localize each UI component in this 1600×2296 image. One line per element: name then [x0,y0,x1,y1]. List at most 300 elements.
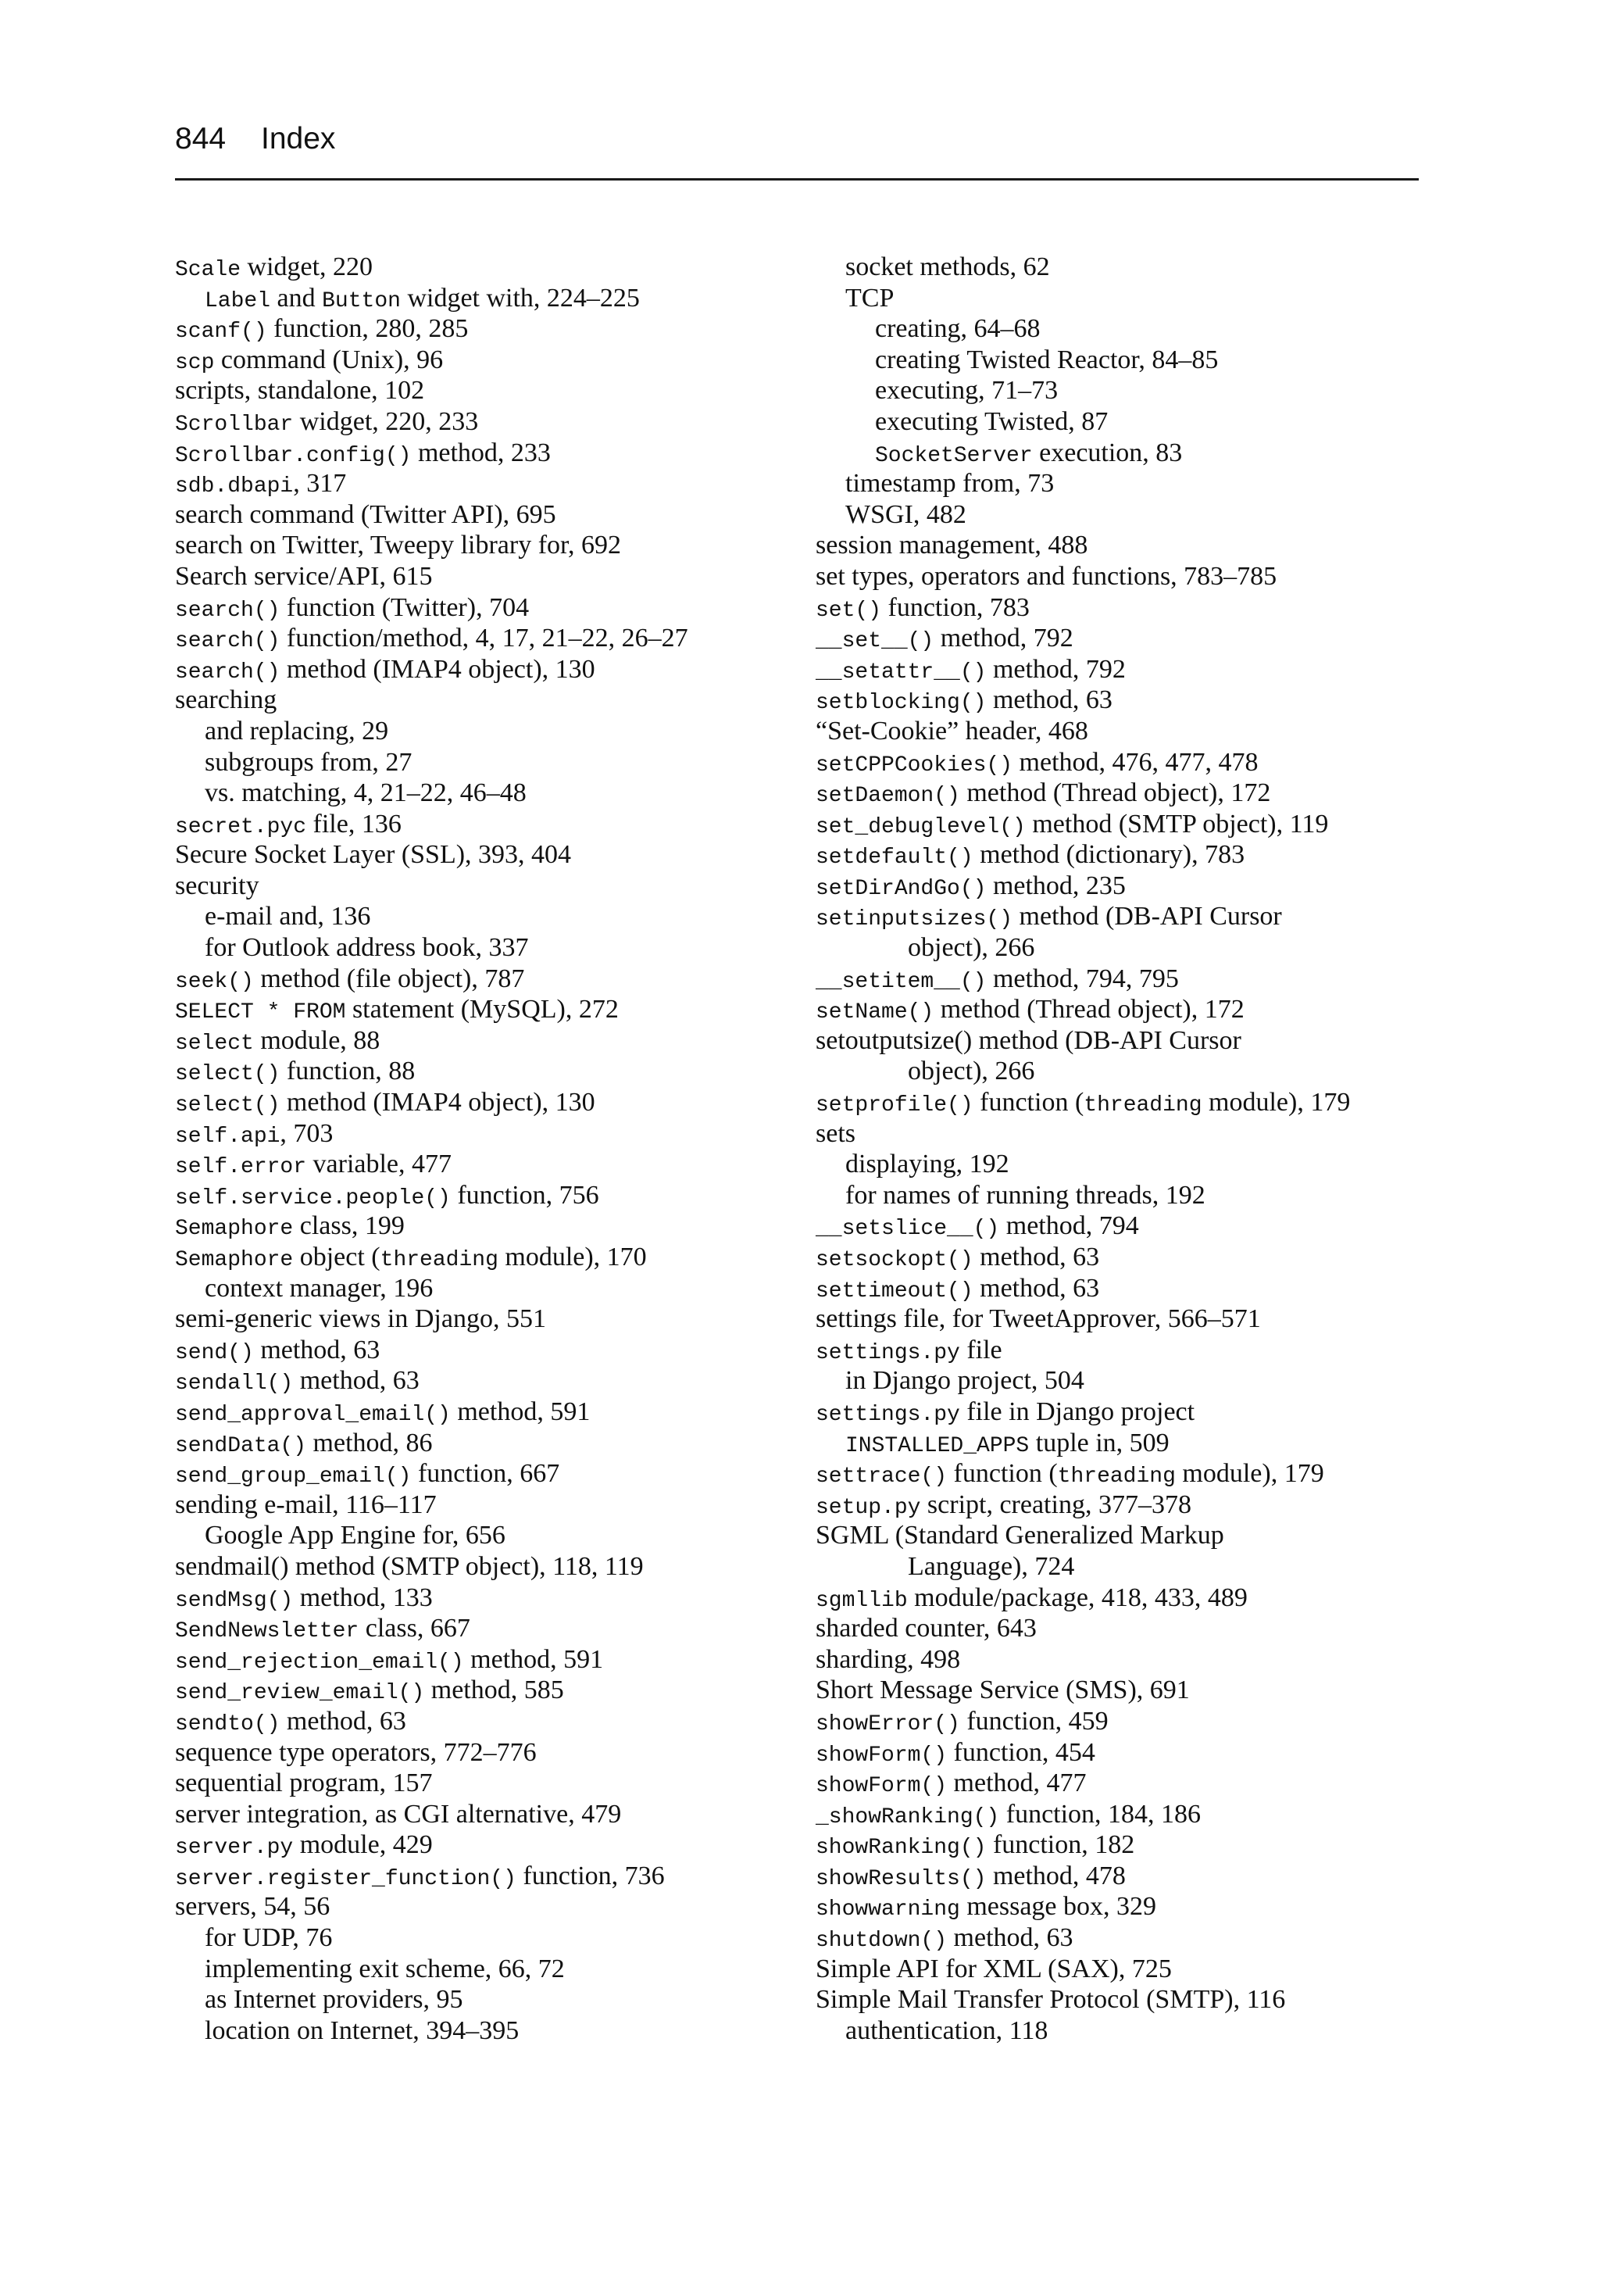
entry-text: function ( [973,1088,1084,1118]
index-entry [816,1861,1456,1892]
index-subentry [175,1922,816,1954]
entry-text: method (IMAP4 object), 130 [280,654,595,684]
index-entry [816,964,1456,995]
entry-text: widget, 220 [241,252,373,281]
entry-text: for UDP, 76 [205,1923,333,1953]
entry-text: method, 585 [424,1676,564,1705]
entry-text: setoutputsize() method (DB-API Cursor [816,1025,1241,1055]
entry-text: Google App Engine for, 656 [205,1521,505,1550]
code-term: search() [175,598,280,623]
index-entry [816,1583,1456,1614]
index-entry [175,994,816,1025]
entry-text: method, 86 [306,1428,433,1457]
code-term: seek() [175,969,254,994]
entry-text: , 317 [293,469,347,499]
entry-text: as Internet providers, 95 [205,1985,463,2015]
entry-text: implementing exit scheme, 66, 72 [205,1954,565,1983]
entry-text: tuple in, 509 [1029,1428,1170,1457]
code-term: scp [175,350,215,375]
index-entry [175,1025,816,1057]
code-term: send_approval_email() [175,1402,451,1427]
code-term: SocketServer [875,443,1033,468]
index-entry [175,530,816,561]
entry-text: server integration, as CGI alternative, 479 [175,1799,622,1829]
entry-text: function ( [947,1459,1058,1489]
code-term: showResults() [816,1866,987,1891]
index-entry [175,438,816,469]
code-term: send_rejection_email() [175,1650,464,1675]
index-entry [816,685,1456,716]
index-subentry [175,901,816,932]
code-term: __setattr__() [816,660,987,685]
index-subentry [816,406,1456,438]
entry-text: Simple API for XML (SAX), 725 [816,1954,1172,1983]
index-entry [816,1242,1456,1273]
index-subentry [175,1954,816,1985]
code-term: shutdown() [816,1929,948,1954]
entry-text: command (Unix), 96 [214,345,444,374]
index-subentry [816,252,1456,283]
entry-text: method (IMAP4 object), 130 [280,1088,595,1118]
entry-text: method, 235 [986,871,1126,900]
index-entry [816,1087,1456,1118]
page-title: Index [261,122,336,156]
entry-text: module), 170 [498,1243,647,1271]
index-entry [816,654,1456,685]
entry-text: e-mail and, 136 [205,902,371,932]
entry-text: function, 736 [516,1861,665,1890]
index-subentry [816,1428,1456,1459]
entry-text: creating Twisted Reactor, 84–85 [875,345,1219,374]
entry-text: sending e-mail, 116–117 [175,1490,437,1519]
entry-text: method, 792 [934,624,1073,653]
entry-text: Search service/API, 615 [175,561,433,591]
index-entry [175,592,816,624]
code-term: settings.py [816,1340,960,1365]
index-entry [175,871,816,902]
index-entry [816,1304,1456,1335]
index-entry [175,1583,816,1614]
code-term: showForm() [816,1774,948,1799]
page-number: 844 [175,122,227,156]
entry-text: method, 63 [253,1335,380,1364]
index-entry [175,654,816,685]
entry-text: method, 478 [986,1861,1126,1890]
code-term: sendall() [175,1372,294,1397]
code-term: Scrollbar.config() [175,443,412,468]
index-entry [175,1365,816,1397]
index-subentry [175,283,816,314]
code-term: setDaemon() [816,784,960,809]
index-subentry [175,747,816,778]
index-entry [175,468,816,499]
index-entry [175,1613,816,1644]
index-entry [175,1056,816,1087]
entry-text: executing Twisted, 87 [875,406,1109,436]
entry-text: function (Twitter), 704 [280,592,530,622]
index-entry [816,1891,1456,1922]
index-entry [175,839,816,871]
entry-text: method (dictionary), 783 [973,840,1245,870]
index-entry [175,1675,816,1706]
code-term: setDirAndGo() [816,876,987,901]
index-entry [816,561,1456,592]
entry-text: module, 429 [293,1830,433,1860]
index-entry [816,1273,1456,1304]
entry-text: method (file object), 787 [253,964,525,993]
entry-text: location on Internet, 394–395 [205,2015,520,2045]
index-subentry [816,438,1456,469]
index-subentry [816,1056,1456,1087]
code-term: self.api [175,1124,280,1149]
entry-text: method, 794, 795 [986,964,1179,993]
entry-text: security [175,871,259,900]
index-entry [816,1799,1456,1830]
index-subentry [816,1365,1456,1397]
index-entry [175,1458,816,1490]
code-term: server.register_function() [175,1866,516,1891]
index-entry [816,778,1456,809]
index-entry [175,623,816,654]
code-term: Label [205,288,271,313]
entry-text: set types, operators and functions, 783–785 [816,561,1277,591]
code-term: setCPPCookies() [816,753,1013,778]
page-header [175,122,1419,181]
entry-text: servers, 54, 56 [175,1892,330,1922]
index-entry [816,1954,1456,1985]
entry-text: function, 184, 186 [999,1799,1202,1829]
index-entry [816,592,1456,624]
code-term: send_group_email() [175,1465,412,1490]
index-entry [175,375,816,406]
index-subentry [816,375,1456,406]
code-term: setup.py [816,1495,921,1520]
code-term: showRanking() [816,1836,987,1861]
code-term: secret.pyc [175,814,307,839]
code-term: scanf() [175,320,267,345]
entry-text: semi-generic views in Django, 551 [175,1304,546,1334]
index-entry [816,1520,1456,1551]
index-entry [816,839,1456,871]
entry-text: Short Message Service (SMS), 691 [816,1676,1190,1705]
entry-text: sequence type operators, 772–776 [175,1737,537,1767]
index-entry [816,1613,1456,1644]
index-entry [175,1149,816,1180]
index-entry [816,901,1456,932]
index-entry [816,1335,1456,1366]
entry-text: in Django project, 504 [845,1366,1084,1396]
code-term: sgmllib [816,1588,908,1613]
index-subentry [816,468,1456,499]
entry-text: WSGI, 482 [845,499,966,529]
index-entry [175,252,816,283]
entry-text: SGML (Standard Generalized Markup [816,1521,1224,1550]
index-subentry [816,1149,1456,1180]
entry-text: function/method, 4, 17, 21–22, 26–27 [280,624,688,653]
index-entry [175,561,816,592]
entry-text: variable, 477 [306,1150,452,1179]
index-entry [175,1799,816,1830]
index-entry [816,1984,1456,2015]
index-entry [816,809,1456,840]
index-subentry [175,2015,816,2047]
index-column-right [816,252,1456,2046]
index-entry [175,1180,816,1211]
index-entry [816,1829,1456,1861]
index-entry [175,1891,816,1922]
code-term: __set__() [816,629,934,654]
entry-text: file, 136 [306,809,402,839]
index-entry [816,623,1456,654]
index-entry [175,1737,816,1768]
entry-text: function, 88 [280,1057,416,1086]
entry-text: method (Thread object), 172 [959,778,1271,808]
entry-text: sendmail() method (SMTP object), 118, 119 [175,1551,644,1581]
entry-text: for names of running threads, 192 [845,1180,1205,1210]
index-entry [175,685,816,716]
index-subentry [175,932,816,964]
index-entry [175,1551,816,1583]
entry-text: file in Django project [959,1397,1195,1426]
code-term: sdb.dbapi [175,474,294,499]
entry-text: function, 280, 285 [266,314,469,344]
code-term: SELECT * FROM [175,1000,346,1025]
index-subentry [175,1984,816,2015]
entry-text: function, 454 [947,1737,1095,1767]
code-term: set_debuglevel() [816,814,1026,839]
code-term: _showRanking() [816,1804,1000,1829]
entry-text: session management, 488 [816,531,1088,560]
index-subentry [816,932,1456,964]
entry-text: , 703 [280,1118,334,1148]
entry-text: sharding, 498 [816,1644,961,1674]
code-term: self.service.people() [175,1186,451,1211]
entry-text: Language), 724 [908,1551,1075,1581]
code-term: select() [175,1093,280,1118]
code-term: select() [175,1062,280,1087]
entry-text: function, 783 [881,592,1030,622]
entry-text: TCP [845,283,895,313]
entry-text: displaying, 192 [845,1150,1009,1179]
code-term: Semaphore [175,1248,294,1272]
entry-text: class, 667 [359,1614,470,1643]
entry-text: message box, 329 [959,1892,1157,1922]
code-term: threading [1084,1093,1202,1118]
index-entry [816,747,1456,778]
entry-text: sequential program, 157 [175,1768,433,1798]
code-term: select [175,1031,254,1056]
entry-text: function, 667 [411,1459,560,1489]
code-term: Semaphore [175,1217,294,1242]
entry-text: and [270,283,323,313]
index-entry [816,1706,1456,1737]
entry-text: settings file, for TweetApprover, 566–571 [816,1304,1261,1334]
index-entry [816,1675,1456,1706]
code-term: server.py [175,1836,294,1861]
index-entry [175,964,816,995]
entry-text: and replacing, 29 [205,716,389,746]
index-entry [175,1242,816,1273]
index-entry [175,1768,816,1799]
index-entry [816,530,1456,561]
code-term: settings.py [816,1402,960,1427]
index-entry [816,1737,1456,1768]
code-term: setblocking() [816,691,987,716]
entry-text: widget with, 224–225 [400,283,640,313]
code-term: Button [322,288,401,313]
entry-text: module), 179 [1202,1088,1351,1118]
index-entry [175,1087,816,1118]
code-term: setprofile() [816,1093,973,1118]
code-term: Scale [175,258,241,282]
code-term: sendMsg() [175,1588,294,1613]
index-subentry [175,778,816,809]
entry-text: subgroups from, 27 [205,747,412,777]
entry-text: authentication, 118 [845,2015,1048,2045]
code-term: search() [175,629,280,654]
entry-text: statement (MySQL), 272 [345,995,619,1025]
code-term: showError() [816,1711,960,1736]
code-term: settrace() [816,1465,948,1490]
index-entry [816,716,1456,747]
index-subentry [816,313,1456,345]
code-term: SendNewsletter [175,1619,359,1644]
index-entry [816,1118,1456,1150]
entry-text: method, 63 [986,685,1112,715]
code-term: setdefault() [816,846,973,871]
entry-text: context manager, 196 [205,1273,434,1303]
entry-text: module), 179 [1175,1459,1324,1489]
entry-text: search command (Twitter API), 695 [175,499,556,529]
entry-text: script, creating, 377–378 [920,1490,1191,1519]
index-entry [816,994,1456,1025]
entry-text: widget, 220, 233 [293,406,479,436]
entry-text: scripts, standalone, 102 [175,376,425,406]
index-subentry [816,1180,1456,1211]
entry-text: timestamp from, 73 [845,469,1055,499]
code-term: INSTALLED_APPS [845,1433,1030,1458]
code-term: set() [816,598,882,623]
code-term: __setslice__() [816,1217,1000,1242]
index-entry [175,313,816,345]
index-entry [816,1025,1456,1057]
entry-text: method, 792 [986,654,1126,684]
entry-text: module, 88 [253,1025,380,1055]
index-entry [175,345,816,376]
entry-text: method, 591 [463,1644,604,1674]
entry-text: socket methods, 62 [845,252,1050,281]
index-entry [175,1829,816,1861]
code-term: search() [175,660,280,685]
index-entry [175,499,816,531]
entry-text: method, 63 [973,1273,1100,1303]
code-term: send() [175,1340,254,1365]
index-entry [175,1304,816,1335]
index-entry [816,1211,1456,1242]
index-subentry [175,716,816,747]
index-entry [175,1861,816,1892]
index-entry [175,1706,816,1737]
index-entry [175,1490,816,1521]
entry-text: method, 476, 477, 478 [1012,747,1259,777]
entry-text: class, 199 [293,1211,405,1241]
code-term: showForm() [816,1743,948,1768]
index-entry [816,1458,1456,1490]
index-entry [175,1118,816,1150]
index-subentry [816,1551,1456,1583]
entry-text: method, 63 [293,1366,420,1396]
index-entry [816,1768,1456,1799]
entry-text: creating, 64–68 [875,314,1041,344]
index-entry [175,1397,816,1428]
code-term: self.error [175,1155,307,1180]
entry-text: file [959,1335,1002,1364]
index-entry [816,1922,1456,1954]
code-term: threading [1057,1465,1176,1490]
entry-text: searching [175,685,277,715]
index-entry [175,809,816,840]
index-subentry [816,2015,1456,2047]
index-entry [175,1428,816,1459]
code-term: __setitem__() [816,969,987,994]
entry-text: sets [816,1118,855,1148]
index-entry [175,406,816,438]
code-term: setName() [816,1000,934,1025]
entry-text: object ( [293,1243,380,1271]
entry-text: module/package, 418, 433, 489 [907,1583,1248,1612]
code-term: showwarning [816,1897,960,1922]
entry-text: Simple Mail Transfer Protocol (SMTP), 116 [816,1985,1286,2015]
code-term: settimeout() [816,1279,973,1304]
index-entry [175,1211,816,1242]
entry-text: for Outlook address book, 337 [205,933,529,963]
index-subentry [175,1273,816,1304]
entry-text: method, 63 [947,1923,1073,1953]
entry-text: function, 459 [959,1706,1109,1736]
entry-text: method (SMTP object), 119 [1025,809,1329,839]
entry-text: method, 591 [450,1397,591,1426]
code-term: Scrollbar [175,412,294,437]
index-entry [175,1644,816,1676]
entry-text: method, 63 [973,1243,1100,1271]
entry-text: function, 756 [450,1180,599,1210]
entry-text: execution, 83 [1032,438,1183,467]
entry-text: “Set-Cookie” header, 468 [816,716,1088,746]
entry-text: search on Twitter, Tweepy library for, 692 [175,531,621,560]
index-subentry [816,345,1456,376]
index-entry [816,1490,1456,1521]
entry-text: method, 63 [280,1706,406,1736]
entry-text: vs. matching, 4, 21–22, 46–48 [205,778,527,808]
entry-text: method, 477 [947,1768,1087,1798]
index-entry [816,1397,1456,1428]
index-subentry [816,499,1456,531]
index-subentry [175,1520,816,1551]
code-term: setsockopt() [816,1248,973,1272]
entry-text: function, 182 [986,1830,1135,1860]
entry-text: method (Thread object), 172 [934,995,1245,1025]
code-term: threading [380,1248,498,1272]
entry-text: method, 133 [293,1583,433,1612]
code-term: setinputsizes() [816,907,1013,932]
index-entry [816,871,1456,902]
entry-text: Secure Socket Layer (SSL), 393, 404 [175,840,572,870]
index-entry [816,1644,1456,1676]
index-column-left [175,252,816,2046]
entry-text: method, 233 [411,438,551,467]
code-term: send_review_email() [175,1681,425,1706]
entry-text: executing, 71–73 [875,376,1059,406]
